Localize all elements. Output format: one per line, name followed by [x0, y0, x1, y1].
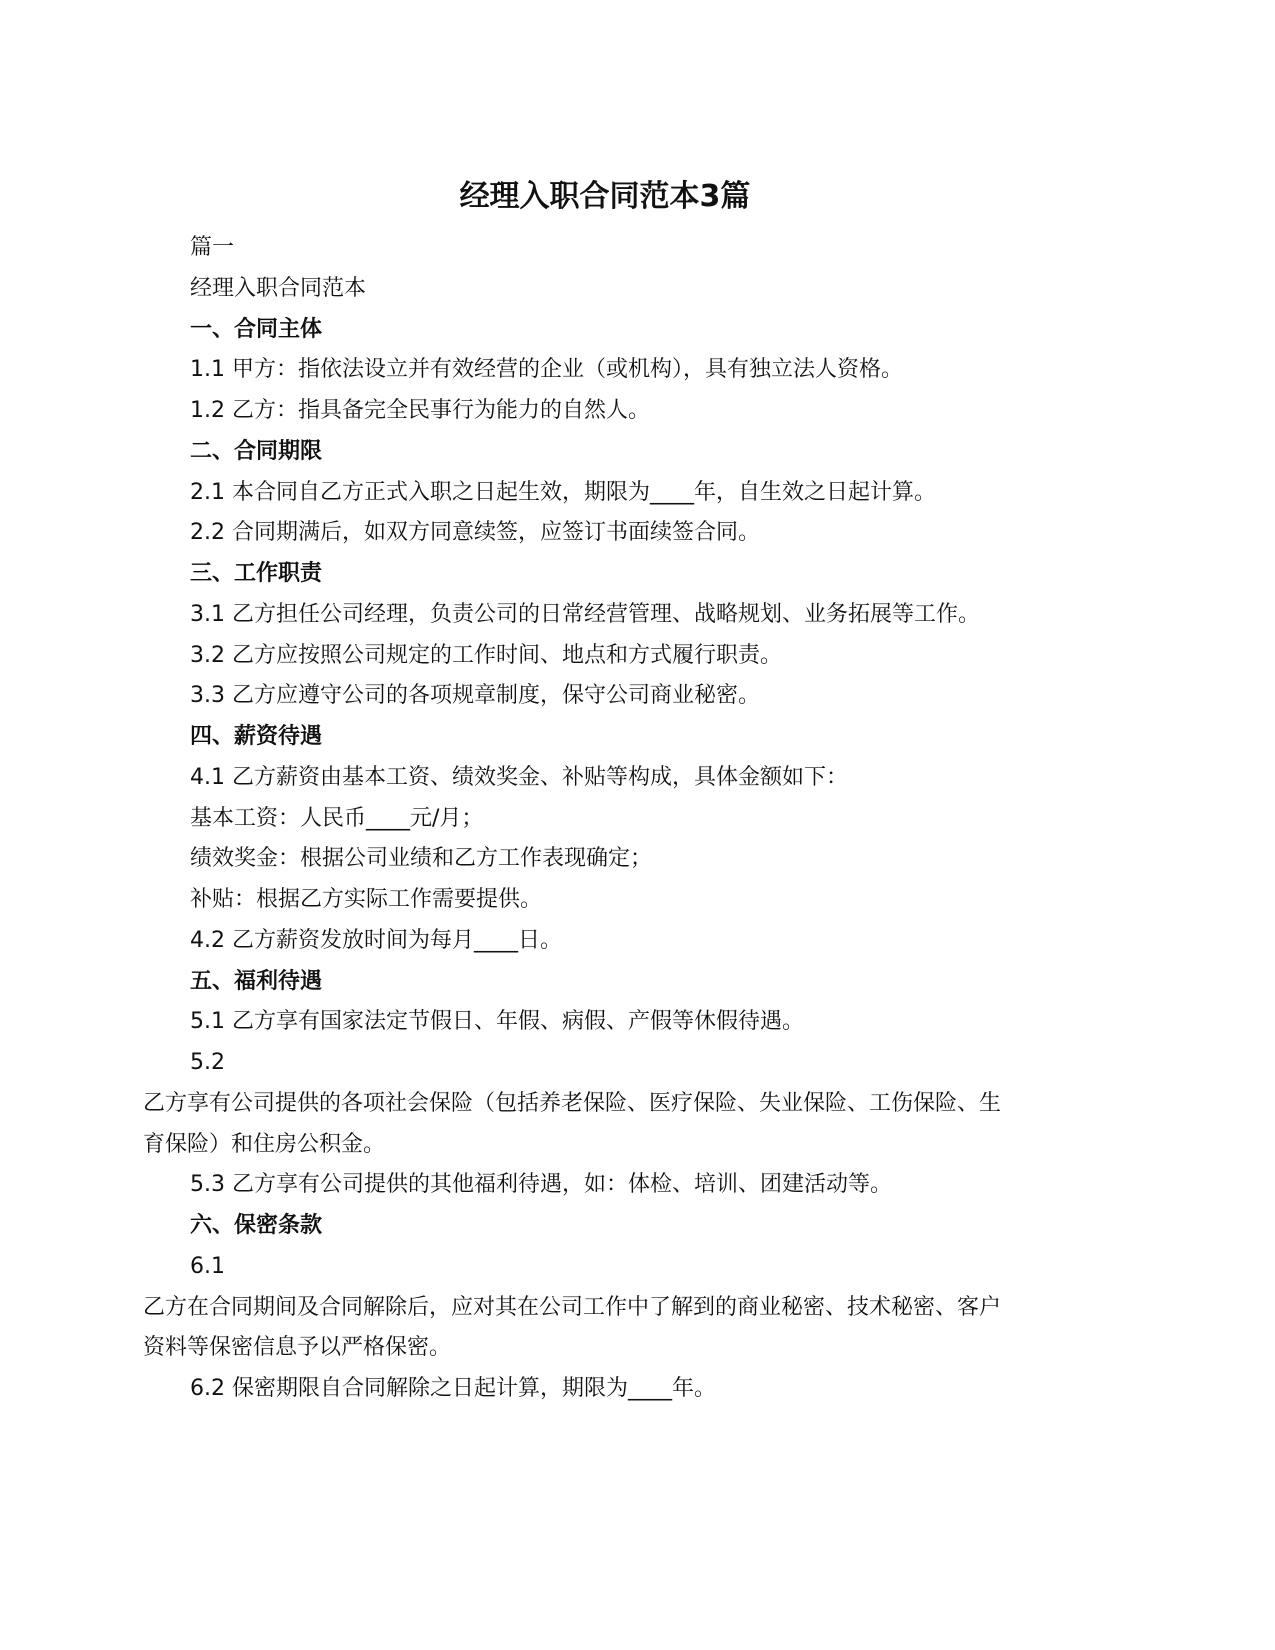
paragraph-line: 6.1 [190, 1253, 225, 1279]
paragraph-line: 篇一 [190, 235, 235, 260]
paragraph-line: 4.1 乙方薪资由基本工资、绩效奖金、补贴等构成，具体金额如下： [190, 764, 848, 790]
paragraph-line: 2.2 合同期满后，如双方同意续签，应签订书面续签合同。 [190, 520, 760, 546]
section-heading: 六、保密条款 [190, 1213, 323, 1238]
paragraph-line: 乙方享有公司提供的各项社会保险（包括养老保险、医疗保险、失业保险、工伤保险、生 [143, 1090, 1002, 1116]
section-heading: 二、合同期限 [190, 438, 323, 464]
paragraph-line: 2.1 本合同自乙方正式入职之日起生效，期限为____年，自生效之日起计算。 [190, 479, 936, 505]
paragraph-line: 3.1 乙方担任公司经理，负责公司的日常经营管理、战略规划、业务拓展等工作。 [190, 601, 980, 627]
paragraph-line: 1.2 乙方：指具备完全民事行为能力的自然人。 [190, 398, 650, 423]
paragraph-line: 4.2 乙方薪资发放时间为每月____日。 [190, 927, 562, 953]
section-heading: 四、薪资待遇 [190, 724, 323, 749]
paragraph-line: 1.1 甲方：指依法设立并有效经营的企业（或机构），具有独立法人资格。 [190, 357, 903, 383]
paragraph-line: 绩效奖金：根据公司业绩和乙方工作表现确定； [190, 846, 653, 872]
paragraph-line: 6.2 保密期限自合同解除之日起计算，期限为____年。 [190, 1376, 716, 1401]
paragraph-line: 5.1 乙方享有国家法定节假日、年假、病假、产假等休假待遇。 [190, 1009, 804, 1035]
paragraph-line: 资料等保密信息予以严格保密。 [143, 1335, 452, 1361]
paragraph-line: 经理入职合同范本 [190, 275, 367, 301]
paragraph-line: 3.2 乙方应按照公司规定的工作时间、地点和方式履行职责。 [190, 642, 782, 668]
paragraph-line: 3.3 乙方应遵守公司的各项规章制度，保守公司商业秘密。 [190, 683, 760, 709]
paragraph-line: 5.3 乙方享有公司提供的其他福利待遇，如：体检、培训、团建活动等。 [190, 1172, 892, 1198]
section-heading: 一、合同主体 [190, 316, 323, 342]
paragraph-line: 育保险）和住房公积金。 [143, 1131, 386, 1157]
paragraph-line: 5.2 [190, 1050, 225, 1075]
document-title: 经理入职合同范本3篇 [459, 179, 751, 214]
paragraph-line: 补贴：根据乙方实际工作需要提供。 [190, 887, 543, 912]
paragraph-line: 乙方在合同期间及合同解除后，应对其在公司工作中了解到的商业秘密、技术秘密、客户 [143, 1294, 1002, 1320]
section-heading: 三、工作职责 [190, 561, 323, 586]
section-heading: 五、福利待遇 [190, 968, 323, 994]
document-body [143, 228, 1083, 1410]
paragraph-line: 基本工资：人民币____元/月； [190, 805, 484, 831]
